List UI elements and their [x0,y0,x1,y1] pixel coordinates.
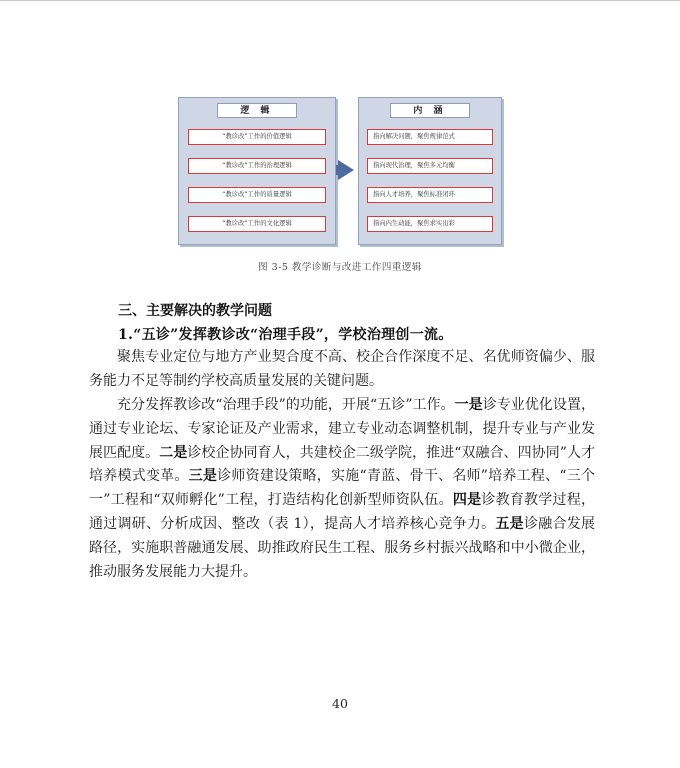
keyword-fourth: 四是 [452,492,482,509]
connotation-item-4: 指向内生动能，聚焦求实出彩 [367,216,493,232]
connotation-item-1: 指向解决问题，聚焦规律范式 [367,129,493,145]
keyword-fifth: 五是 [495,515,524,532]
logic-diagram [178,97,502,245]
paragraph-five-diagnoses [89,394,595,584]
subsection-heading: 1.“五诊”发挥教诊改“治理手段”，学校治理创一流。 [118,327,453,343]
para-item-3: 诊师资建设策略，实施“青蓝、骨干、名师”培养工程、“三个一”工程和“双师孵化”工程，打造结构化创新型师资队伍。 [89,468,595,509]
connotation-item-2: 指向现代治理，聚焦多元均衡 [367,158,493,174]
keyword-first: 一是 [454,397,483,413]
logic-item-culture: “教诊改”工作的文化逻辑 [188,216,326,232]
page-number: 40 [332,696,348,711]
logic-panel-title: 逻 辑 [217,103,297,118]
logic-item-value: “教诊改”工作的价值逻辑 [188,129,326,145]
para-item-1: 诊专业优化设置，通过专业论坛、专家论证及产业需求，建立专业动态调整机制，提升专业与产业发展匹配度。 [89,397,595,461]
logic-panel [178,97,336,245]
para-item-4: 诊教育教学过程，通过调研、分析成因、整改（表 1），提高人才培养核心竞争力。 [89,492,595,532]
paragraph-five-diagnoses-text [89,394,595,584]
para-item-5: 诊融合发展路径，实施职普融通发展、助推政府民生工程、服务乡村振兴战略和中小微企业，推动服务发展能力大提升。 [89,515,596,580]
logic-item-quality: “教诊改”工作的质量逻辑 [188,187,326,203]
para-intro: 充分发挥教诊改“治理手段”的功能，开展“五诊”工作。 [117,397,455,413]
para-item-2: 诊校企协同育人，共建校企二级学院，推进“双融合、四协同”人才培养模式变革。 [89,444,595,485]
figure-caption: 图 3-5 教学诊断与改进工作四重逻辑 [258,262,422,273]
logic-item-governance: “教诊改”工作的治理逻辑 [188,158,326,174]
connotation-item-3: 指向人才培养，聚焦标准闭环 [367,187,493,203]
section-heading: 三、主要解决的教学问题 [118,303,272,319]
arrow-right-icon [338,160,354,180]
page-top-border [0,0,680,1]
connotation-panel [358,97,502,245]
connotation-panel-title: 内 涵 [390,103,470,118]
keyword-second: 二是 [159,444,188,461]
paragraph-problems [89,346,595,394]
paragraph-problems-text: 聚焦专业定位与地方产业契合度不高、校企合作深度不足、名优师资偏少、服务能力不足等制约学校高质量发展的关键问题。 [89,349,595,389]
keyword-third: 三是 [188,468,218,485]
